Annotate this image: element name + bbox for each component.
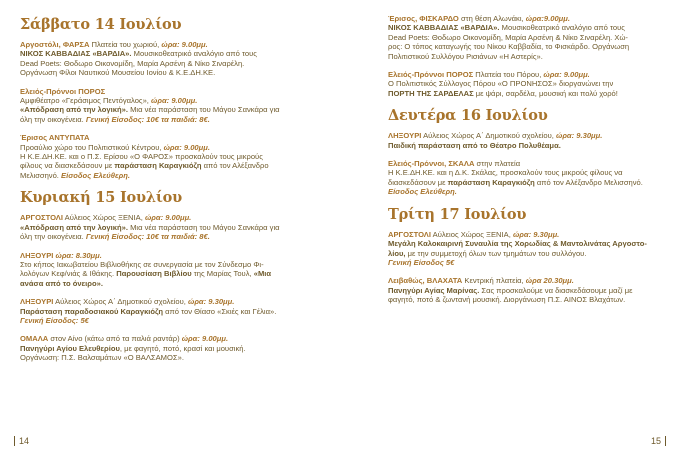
event-time: ώρα: 9.00μμ. xyxy=(181,334,229,344)
event-place: Λειβαθώς, ΒΛΑΧΑΤΑ xyxy=(388,276,463,286)
event-time: ώρα: 8.30μμ. xyxy=(53,250,102,260)
event-place: Αργοστόλι, ΦΑΡΣΑ xyxy=(20,40,90,49)
event-place: Ελειός-Πρόννοι, ΣΚΑΛΑ xyxy=(388,159,475,169)
day-heading-monday: Δευτέρα 16 Ιουλίου xyxy=(388,107,548,125)
event-time: ώρα: 9.00μμ. xyxy=(144,213,192,223)
page-number-right: 15 xyxy=(651,436,666,446)
event-place: ΛΗΞΟΥΡΙ xyxy=(388,131,422,141)
event-time: ώρα: 9.30μμ. xyxy=(512,229,560,239)
event-omala: ΟΜΑΛΑ στον Αίνο (κάτω από τα παλιά ραντάρ) ώρα: 9.00μμ. Πανηγύρι Αγίου Ελευθερίου, με φαγητό, ποτό, κρασί και μουσική. Οργάνωση: Π.Σ. Βαλσαμάτων «Ο ΒΑΛΣΑΜΟΣ». xyxy=(20,334,246,363)
event-lixouri-children: ΛΗΞΟΥΡΙ Αύλειος Χώρος Α΄ Δημοτικού σχολείου, ώρα: 9.30μμ. Παιδική παράσταση από το Θέατρο Πολυθέαμα. xyxy=(388,131,603,150)
event-fiskardo: Έρισος, ΦΙΣΚΑΡΔΟ στη θέση Αλωνάκι, ώρα:9.00μμ. ΝΙΚΟΣ ΚΑΒΒΑΔΙΑΣ «ΒΑΡΔΙΑ». Μουσικοθεατρικό αναλόγιο από τους Dead Poets: Θοδωρο Οικονομίδη, Μαρία Αρσένη & Νίκο Σιναρέλη. Χώ- ρος: Ο τόπος καταγωγής του Νίκου Καββαδία, το Φισκάρδο. Οργάνωση Πολιτιστικού Συλλόγου Ρισιάνων «Η Αστερίς». xyxy=(388,14,630,61)
event-argostoli-xenia: ΑΡΓΟΣΤΟΛΙ Αύλειος Χώρος ΞΕΝΙΑ, ώρα: 9.00μμ. «Απόδραση από την λογική». Μια νέα παράσταση του Μάγου Σανκάρα για όλη την οικογένεια. Γενική Είσοδος: 10€ τα παιδιά: 8€. xyxy=(20,213,280,242)
page-number-left: 14 xyxy=(14,436,29,446)
right-column xyxy=(388,14,672,314)
event-entry: Γενική Είσοδος: 10€ τα παιδιά: 8€. xyxy=(85,232,210,242)
event-vlachata: Λειβαθώς, ΒΛΑΧΑΤΑ Κεντρική πλατεία, ώρα 20.30μμ. Πανηγύρι Αγίας Μαρίνας. Σας προσκαλούμε να διασκεδάσουμε μαζί με φαγητό, ποτό & ζωντανή μουσική. Διοργάνωση Π.Σ. ΑΙΝΟΣ Βλαχάτων. xyxy=(388,276,633,305)
event-time: ώρα: 9.00μμ. xyxy=(163,142,210,152)
event-entry: Γενική Είσοδος: 10€ τα παιδιά: 8€. xyxy=(85,114,210,124)
event-time: ώρα 20.30μμ. xyxy=(525,276,574,286)
event-place: Ελειός-Πρόννοι ΠΟΡΟΣ xyxy=(20,86,106,96)
event-entry: Γενική Είσοδος: 5€ xyxy=(20,315,89,325)
event-time: ώρα: 9.00μμ. xyxy=(543,70,590,80)
event-poros-sardine: Ελειός-Πρόννοι ΠΟΡΟΣ Πλατεία του Πόρου, ώρα: 9.00μμ. Ο Πολιτιστικός Σύλλογος Πόρου «Ο ΠΡΟΝΗΣΟΣ» διοργανώνει την ΠΟΡΤΗ ΤΗΣ ΣΑΡΔΕΛΑΣ με ψάρι, σαρδέλα, μουσική και πολύ χορό! xyxy=(388,70,618,98)
event-entry: Γενική Είσοδος 5€ xyxy=(388,257,455,267)
event-place: Έρισος, ΦΙΣΚΑΡΔΟ xyxy=(388,14,459,23)
left-column xyxy=(20,14,320,372)
event-place: ΑΡΓΟΣΤΟΛΙ xyxy=(388,229,431,239)
event-lixouri-karagiozis: ΛΗΞΟΥΡΙ Αύλειος Χώρος Α΄ Δημοτικού σχολείου, ώρα: 9.30μμ. Παράσταση παραδοσιακού Καραγκιόζη από τον Θίασο «Σκιές και Γέλια». Γενική Είσοδος: 5€ xyxy=(20,297,320,325)
event-skala: Ελειός-Πρόννοι, ΣΚΑΛΑ στην πλατεία Η Κ.Ε.ΔΗ.ΚΕ. και η Δ.Κ. Σκάλας, προσκαλούν τους μικρούς φίλους να διασκεδάσουν με παράσταση Καραγκιόζη από τον Αλέξανδρο Μελισσηνό. Είσοδος Ελεύθερη. xyxy=(388,159,672,197)
day-heading-tuesday: Τρίτη 17 Ιουλίου xyxy=(388,205,527,223)
event-fara: Αργοστόλι, ΦΑΡΣΑ Πλατεία του χωριού, ώρα: 9.00μμ. ΝΙΚΟΣ ΚΑΒΒΑΔΙΑΣ «ΒΑΡΔΙΑ». Μουσικοθεατρικό αναλόγιο από τους Dead Poets: Θοδωρο Οικονομίδη, Μαρία Αρσένη & Νίκο Σιναρέλη. Οργάνωση Φίλοι Ναυτικού Μουσείου Ιονίου & Κ.Ε.ΔΗ.ΚΕ. xyxy=(20,40,257,78)
right-page xyxy=(340,0,680,454)
event-time: ώρα: 9.30μμ. xyxy=(188,297,235,307)
event-place: Ελειός-Πρόννοι ΠΟΡΟΣ xyxy=(388,70,474,80)
event-place: ΛΗΞΟΥΡΙ xyxy=(20,297,54,307)
event-time: ώρα: 9.00μμ. xyxy=(161,40,208,49)
event-place: Έρισος ΑΝΤΥΠΑΤΑ xyxy=(20,133,90,143)
event-time: ώρα: 9.30μμ. xyxy=(556,131,603,141)
event-poros-amphitheatre: Ελειός-Πρόννοι ΠΟΡΟΣ Αμφιθέατρο «Γεράσιμος Πεντόγαλος», ώρα: 9.00μμ. «Απόδραση από την λογική». Μια νέα παράσταση του Μάγου Σανκάρα για όλη την οικογένεια. Γενική Είσοδος: 10€ τα παιδιά: 8€. xyxy=(20,87,320,125)
event-entry: Είσοδος Ελεύθερη. xyxy=(61,170,130,180)
event-place: ΑΡΓΟΣΤΟΛΙ xyxy=(20,213,63,223)
event-time: ώρα:9.00μμ. xyxy=(525,14,570,23)
event-entry: Είσοδος Ελεύθερη. xyxy=(388,187,457,197)
event-time: ώρα: 9.00μμ. xyxy=(151,96,198,106)
event-lixouri-book: ΛΗΞΟΥΡΙ ώρα: 8.30μμ. Στο κήπος Ιακωβατείου Βιβλιοθήκης σε συνεργασία με τον Σύνδεσμο Φι- λολόγων Κεφ/νιάς & Ιθάκης. Παρουσίαση Βιβλίου της Μαρίας Τουλ, «Μια ανάσα από το όνειρο». xyxy=(20,250,272,288)
day-heading-saturday: Σάββατο 14 Ιουλίου xyxy=(20,16,182,33)
event-place: ΟΜΑΛΑ xyxy=(20,334,49,344)
event-argostoli-concert: ΑΡΓΟΣΤΟΛΙ Αύλειος Χώρος ΞΕΝΙΑ, ώρα: 9.30μμ. Μεγάλη Καλοκαιρινή Συναυλία της Χορωδίας & Μαντολινάτας Αργοστο- λίου, με την συμμετοχή όλων των τμημάτων του συλλόγου. Γενική Είσοδος 5€ xyxy=(388,230,672,268)
event-antypata: Έρισος ΑΝΤΥΠΑΤΑ Προαύλιο χώρο του Πολιτιστικού Κέντρου, ώρα: 9.00μμ. Η Κ.Ε.ΔΗ.ΚΕ. και ο Π.Σ. Ερίσου «Ο ΦΑΡΟΣ» προσκαλούν τους μικρούς φίλους να διασκεδάσουν με παράσταση Καραγκιόζη από τον Αλέξανδρο Μελισσηνό. Είσοδος Ελεύθερη. xyxy=(20,133,320,180)
day-heading-sunday: Κυριακή 15 Ιουλίου xyxy=(20,189,182,207)
event-place: ΛΗΞΟΥΡΙ xyxy=(20,250,54,260)
